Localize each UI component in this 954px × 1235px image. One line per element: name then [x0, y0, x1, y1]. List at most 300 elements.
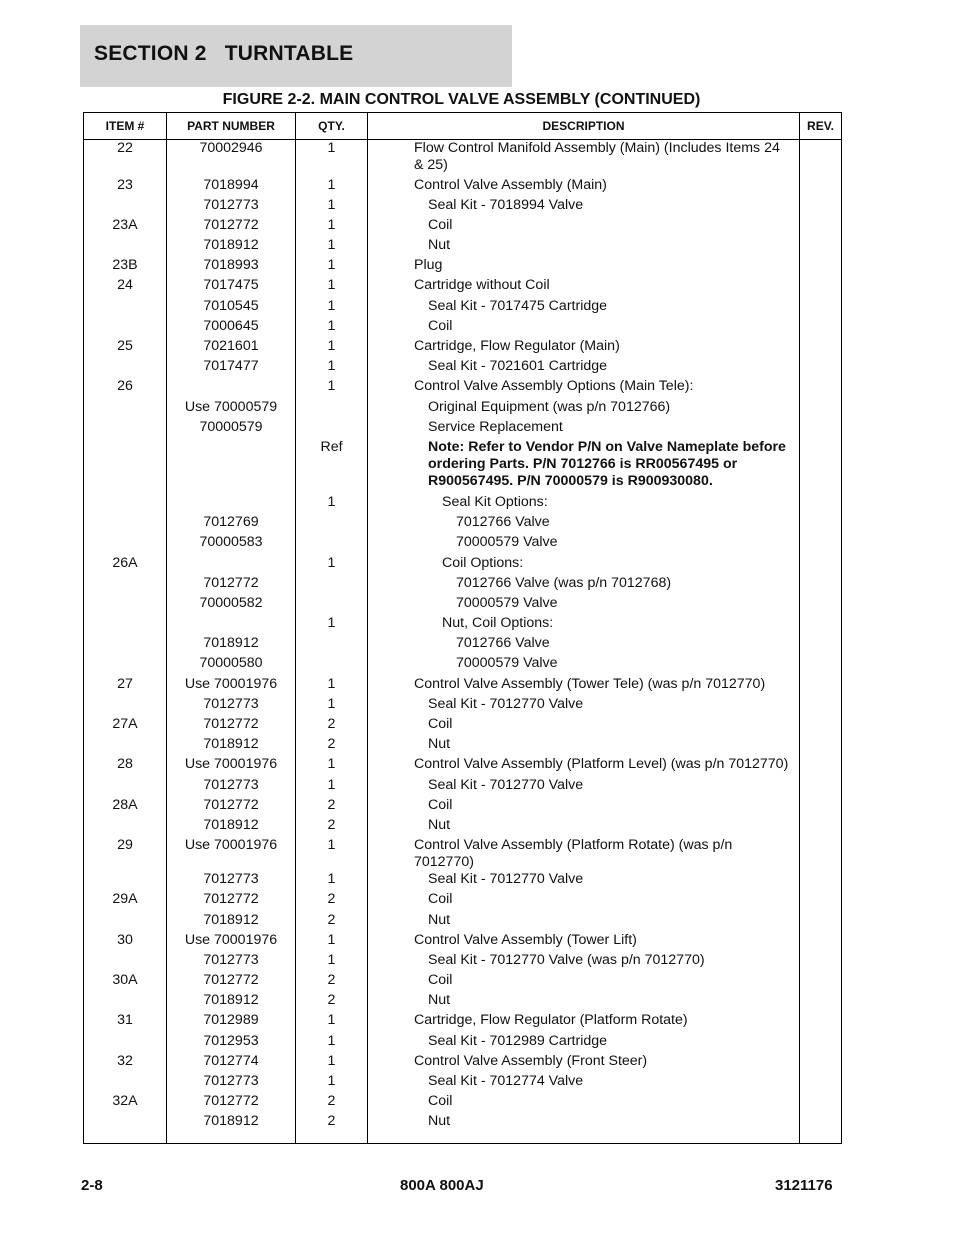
part-number-cell: 7017475: [167, 277, 296, 297]
rev-cell: [800, 1073, 842, 1093]
qty-cell: 1: [296, 932, 368, 952]
qty-cell: 1: [296, 177, 368, 197]
description-cell: [368, 736, 800, 756]
description-text: Control Valve Assembly (Tower Tele) (was p/n 7012770): [414, 675, 766, 692]
table-row: [84, 756, 842, 776]
item-cell: 28: [84, 756, 167, 776]
description-text: Nut: [428, 816, 451, 833]
description-text: Service Replacement: [428, 418, 563, 435]
description-text: 7012766 Valve: [456, 514, 550, 531]
part-number-cell: 70000583: [167, 534, 296, 554]
qty-cell: 1: [296, 277, 368, 297]
part-number-cell: 7012773: [167, 871, 296, 891]
qty-cell: 1: [296, 197, 368, 217]
part-number-cell: [167, 555, 296, 575]
table-row: [84, 696, 842, 716]
qty-cell: 2: [296, 891, 368, 911]
description-cell: [368, 871, 800, 891]
rev-cell: [800, 378, 842, 398]
item-cell: 27A: [84, 716, 167, 736]
description-cell: [368, 338, 800, 358]
qty-cell: 1: [296, 777, 368, 797]
item-cell: [84, 439, 167, 494]
description-cell: [368, 1093, 800, 1113]
table-row: [84, 298, 842, 318]
description-cell: [368, 277, 800, 297]
description-cell: [368, 237, 800, 257]
description-text: Coil: [428, 716, 453, 732]
part-number-cell: 7012989: [167, 1012, 296, 1032]
description-text: Control Valve Assembly (Tower Lift): [414, 931, 637, 948]
table-row: [84, 676, 842, 696]
part-number-cell: [167, 378, 296, 398]
item-cell: [84, 595, 167, 615]
item-cell: 25: [84, 338, 167, 358]
rev-cell: [800, 555, 842, 575]
description-cell: [368, 837, 800, 871]
table-row: [84, 140, 842, 177]
rev-cell: [800, 797, 842, 817]
rev-cell: [800, 595, 842, 615]
item-cell: [84, 635, 167, 655]
item-cell: [84, 912, 167, 932]
table-row: [84, 555, 842, 575]
description-cell: [368, 399, 800, 419]
qty-cell: 1: [296, 871, 368, 891]
qty-cell: 1: [296, 237, 368, 257]
rev-cell: [800, 439, 842, 494]
rev-cell: [800, 358, 842, 378]
qty-cell: 2: [296, 736, 368, 756]
item-cell: [84, 514, 167, 534]
rev-cell: [800, 257, 842, 277]
description-cell: [368, 217, 800, 237]
qty-cell: 2: [296, 797, 368, 817]
rev-cell: [800, 298, 842, 318]
table-row: [84, 217, 842, 237]
part-number-cell: 7012953: [167, 1033, 296, 1053]
description-cell: [368, 378, 800, 398]
qty-cell: 1: [296, 298, 368, 318]
item-cell: [84, 534, 167, 554]
rev-cell: [800, 912, 842, 932]
item-cell: 28A: [84, 797, 167, 817]
description-cell: [368, 534, 800, 554]
qty-cell: 2: [296, 1113, 368, 1133]
section-header: [80, 25, 512, 87]
table-row: [84, 419, 842, 439]
table-row: [84, 494, 842, 514]
description-cell: [368, 439, 800, 494]
section-title: SECTION 2 TURNTABLE: [94, 42, 354, 65]
part-number-cell: 7018993: [167, 257, 296, 277]
table-row: [84, 655, 842, 675]
description-cell: [368, 676, 800, 696]
rev-cell: [800, 871, 842, 891]
table-row: [84, 257, 842, 277]
description-text: Plug: [414, 257, 443, 274]
table-row: [84, 575, 842, 595]
qty-cell: [296, 595, 368, 615]
part-number-cell: Use 70001976: [167, 756, 296, 776]
table-row: [84, 177, 842, 197]
item-cell: [84, 871, 167, 891]
part-number-cell: 7012774: [167, 1053, 296, 1073]
description-text: Coil: [428, 317, 453, 334]
table-row: [84, 318, 842, 338]
part-number-cell: Use 70001976: [167, 676, 296, 696]
description-text: Nut: [428, 1113, 451, 1130]
item-cell: 29A: [84, 891, 167, 911]
item-cell: [84, 817, 167, 837]
table-row: [84, 635, 842, 655]
description-text: Coil: [428, 216, 453, 233]
part-number-cell: 7018912: [167, 912, 296, 932]
rev-cell: [800, 575, 842, 595]
table-row: [84, 797, 842, 817]
description-cell: [368, 197, 800, 217]
part-number-cell: [167, 615, 296, 635]
qty-cell: 1: [296, 338, 368, 358]
table-row: [84, 277, 842, 297]
description-cell: [368, 716, 800, 736]
qty-cell: 1: [296, 615, 368, 635]
part-number-cell: 7021601: [167, 338, 296, 358]
table-row: [84, 871, 842, 891]
description-cell: [368, 972, 800, 992]
qty-cell: 1: [296, 676, 368, 696]
item-cell: [84, 952, 167, 972]
qty-cell: 1: [296, 494, 368, 514]
footer-model: 800A 800AJ: [400, 1177, 484, 1194]
item-cell: [84, 1033, 167, 1053]
description-text: Seal Kit - 7021601 Cartridge: [428, 358, 608, 375]
rev-cell: [800, 177, 842, 197]
part-number-cell: 7018912: [167, 237, 296, 257]
description-cell: [368, 891, 800, 911]
part-number-cell: 7012772: [167, 1093, 296, 1113]
rev-cell: [800, 932, 842, 952]
item-cell: [84, 1073, 167, 1093]
parts-table: [83, 112, 842, 1144]
part-number-cell: [167, 439, 296, 494]
description-cell: [368, 797, 800, 817]
qty-cell: 1: [296, 140, 368, 177]
description-text: Cartridge, Flow Regulator (Platform Rotate): [414, 1012, 688, 1029]
rev-cell: [800, 777, 842, 797]
item-cell: 32A: [84, 1093, 167, 1113]
description-cell: [368, 777, 800, 797]
rev-cell: [800, 277, 842, 297]
table-row: [84, 932, 842, 952]
part-number-cell: 7012772: [167, 797, 296, 817]
rev-cell: [800, 1012, 842, 1032]
table-row: [84, 534, 842, 554]
part-number-cell: Use 70001976: [167, 837, 296, 871]
description-text: Seal Kit - 7017475 Cartridge: [428, 297, 608, 314]
item-cell: [84, 419, 167, 439]
rev-cell: [800, 338, 842, 358]
table-row: [84, 1012, 842, 1032]
table-row: [84, 399, 842, 419]
rev-cell: [800, 736, 842, 756]
item-cell: [84, 777, 167, 797]
table-row: [84, 1113, 842, 1133]
part-number-cell: 7018912: [167, 1113, 296, 1133]
description-text: Cartridge without Coil: [414, 277, 550, 294]
description-text: Seal Kit - 7012770 Valve: [428, 776, 584, 793]
description-text: Nut, Coil Options:: [442, 615, 554, 632]
table-row: [84, 615, 842, 635]
filler-cell: [296, 1134, 368, 1144]
part-number-cell: Use 70001976: [167, 932, 296, 952]
description-text: Nut: [428, 736, 451, 753]
description-text: Coil Options:: [442, 554, 524, 571]
description-cell: [368, 635, 800, 655]
rev-cell: [800, 756, 842, 776]
description-text: Control Valve Assembly (Platform Level) (was p/n 7012770): [414, 756, 789, 773]
rev-cell: [800, 615, 842, 635]
qty-cell: 2: [296, 912, 368, 932]
rev-cell: [800, 534, 842, 554]
qty-cell: [296, 655, 368, 675]
table-row: [84, 1053, 842, 1073]
part-number-cell: Use 70000579: [167, 399, 296, 419]
qty-cell: [296, 419, 368, 439]
rev-cell: [800, 817, 842, 837]
rev-cell: [800, 696, 842, 716]
table-row: [84, 197, 842, 217]
description-text: Seal Kit - 7018994 Valve: [428, 196, 584, 213]
description-text: Nut: [428, 992, 451, 1009]
rev-cell: [800, 635, 842, 655]
part-number-cell: 7010545: [167, 298, 296, 318]
description-cell: [368, 912, 800, 932]
qty-cell: 2: [296, 972, 368, 992]
description-text: 7012766 Valve: [456, 635, 550, 652]
footer-page-number: 2-8: [81, 1177, 103, 1194]
table-row: [84, 439, 842, 494]
part-number-cell: 7012772: [167, 217, 296, 237]
item-cell: [84, 318, 167, 338]
rev-cell: [800, 655, 842, 675]
description-text: Cartridge, Flow Regulator (Main): [414, 338, 620, 354]
description-text: Nut: [428, 911, 451, 928]
part-number-cell: 7012772: [167, 716, 296, 736]
part-number-cell: [167, 494, 296, 514]
item-cell: 29: [84, 837, 167, 871]
table-row: [84, 736, 842, 756]
part-number-cell: 7000645: [167, 318, 296, 338]
part-number-cell: 7017477: [167, 358, 296, 378]
qty-cell: 1: [296, 555, 368, 575]
part-number-cell: 7012772: [167, 972, 296, 992]
item-cell: 23B: [84, 257, 167, 277]
qty-cell: 1: [296, 1012, 368, 1032]
description-cell: [368, 696, 800, 716]
qty-cell: 1: [296, 756, 368, 776]
description-text: Control Valve Assembly (Front Steer): [414, 1052, 648, 1069]
header-qty: QTY.: [296, 113, 368, 140]
item-cell: 30A: [84, 972, 167, 992]
qty-cell: Ref: [296, 439, 368, 494]
description-cell: [368, 817, 800, 837]
qty-cell: 1: [296, 257, 368, 277]
table-row: [84, 952, 842, 972]
qty-cell: [296, 635, 368, 655]
description-cell: [368, 177, 800, 197]
qty-cell: 1: [296, 378, 368, 398]
description-cell: [368, 1113, 800, 1133]
table-filler-row: [84, 1134, 842, 1144]
description-text: Seal Kit Options:: [442, 493, 548, 510]
table-row: [84, 338, 842, 358]
rev-cell: [800, 716, 842, 736]
description-text: Seal Kit - 7012774 Valve: [428, 1073, 584, 1089]
description-cell: [368, 595, 800, 615]
description-cell: [368, 615, 800, 635]
part-number-cell: 7012773: [167, 952, 296, 972]
description-text: Coil: [428, 891, 453, 908]
description-text: Original Equipment (was p/n 7012766): [428, 398, 671, 415]
rev-cell: [800, 197, 842, 217]
filler-cell: [368, 1134, 800, 1144]
description-text: Seal Kit - 7012770 Valve: [428, 871, 584, 888]
description-text: Note: Refer to Vendor P/N on Valve Nameplate before ordering Parts. P/N 7012766 is RR00567495 or R900567495. P/N 70000579 is R900930080.: [428, 438, 786, 489]
rev-cell: [800, 514, 842, 534]
rev-cell: [800, 217, 842, 237]
qty-cell: 2: [296, 817, 368, 837]
item-cell: [84, 399, 167, 419]
item-cell: 24: [84, 277, 167, 297]
qty-cell: 1: [296, 1053, 368, 1073]
qty-cell: 2: [296, 716, 368, 736]
table-row: [84, 972, 842, 992]
description-cell: [368, 555, 800, 575]
qty-cell: 1: [296, 318, 368, 338]
table-row: [84, 514, 842, 534]
description-text: Control Valve Assembly Options (Main Tele):: [414, 378, 694, 395]
rev-cell: [800, 676, 842, 696]
item-cell: 31: [84, 1012, 167, 1032]
part-number-cell: 7018912: [167, 635, 296, 655]
part-number-cell: 7012773: [167, 696, 296, 716]
item-cell: 27: [84, 676, 167, 696]
rev-cell: [800, 399, 842, 419]
part-number-cell: 7018912: [167, 817, 296, 837]
table-row: [84, 1033, 842, 1053]
description-cell: [368, 318, 800, 338]
header-part-number: PART NUMBER: [167, 113, 296, 140]
item-cell: 26A: [84, 555, 167, 575]
rev-cell: [800, 318, 842, 338]
header-rev: REV.: [800, 113, 842, 140]
table-row: [84, 716, 842, 736]
qty-cell: 2: [296, 992, 368, 1012]
description-text: Seal Kit - 7012989 Cartridge: [428, 1032, 608, 1049]
filler-cell: [167, 1134, 296, 1144]
rev-cell: [800, 1033, 842, 1053]
part-number-cell: 7018912: [167, 992, 296, 1012]
item-cell: 26: [84, 378, 167, 398]
description-cell: [368, 1033, 800, 1053]
qty-cell: 1: [296, 217, 368, 237]
rev-cell: [800, 1053, 842, 1073]
description-text: 70000579 Valve: [456, 655, 558, 672]
table-row: [84, 992, 842, 1012]
item-cell: [84, 736, 167, 756]
part-number-cell: 70000582: [167, 595, 296, 615]
item-cell: [84, 237, 167, 257]
part-number-cell: 7012772: [167, 575, 296, 595]
table-row: [84, 237, 842, 257]
qty-cell: [296, 575, 368, 595]
item-cell: [84, 655, 167, 675]
description-cell: [368, 932, 800, 952]
description-text: Coil: [428, 796, 453, 813]
header-description: DESCRIPTION: [368, 113, 800, 140]
description-cell: [368, 1073, 800, 1093]
description-text: Flow Control Manifold Assembly (Main) (Includes Items 24 & 25): [414, 140, 780, 173]
rev-cell: [800, 140, 842, 177]
qty-cell: 2: [296, 1093, 368, 1113]
filler-cell: [84, 1134, 167, 1144]
item-cell: [84, 298, 167, 318]
table-row: [84, 912, 842, 932]
filler-cell: [800, 1134, 842, 1144]
table-row: [84, 837, 842, 871]
qty-cell: [296, 514, 368, 534]
item-cell: [84, 992, 167, 1012]
table-row: [84, 817, 842, 837]
item-cell: 30: [84, 932, 167, 952]
qty-cell: 1: [296, 952, 368, 972]
qty-cell: 1: [296, 1073, 368, 1093]
item-cell: [84, 696, 167, 716]
description-cell: [368, 655, 800, 675]
table-row: [84, 378, 842, 398]
description-cell: [368, 1053, 800, 1073]
part-number-cell: 70002946: [167, 140, 296, 177]
part-number-cell: 70000579: [167, 419, 296, 439]
figure-title: FIGURE 2-2. MAIN CONTROL VALVE ASSEMBLY (CONTINUED): [222, 91, 701, 108]
qty-cell: 1: [296, 358, 368, 378]
table-row: [84, 1093, 842, 1113]
item-cell: [84, 575, 167, 595]
qty-cell: 1: [296, 696, 368, 716]
description-cell: [368, 575, 800, 595]
description-text: Coil: [428, 972, 453, 989]
description-cell: [368, 298, 800, 318]
item-cell: [84, 197, 167, 217]
rev-cell: [800, 1093, 842, 1113]
part-number-cell: 7018912: [167, 736, 296, 756]
part-number-cell: 7012772: [167, 891, 296, 911]
rev-cell: [800, 952, 842, 972]
rev-cell: [800, 419, 842, 439]
description-text: Seal Kit - 7012770 Valve (was p/n 7012770): [428, 951, 705, 968]
part-number-cell: 7012773: [167, 777, 296, 797]
footer-doc-number: 3121176: [775, 1177, 833, 1194]
part-number-cell: 7012773: [167, 1073, 296, 1093]
rev-cell: [800, 237, 842, 257]
item-cell: [84, 494, 167, 514]
rev-cell: [800, 1113, 842, 1133]
table-row: [84, 595, 842, 615]
description-text: Coil: [428, 1093, 453, 1110]
header-item: ITEM #: [84, 113, 167, 140]
item-cell: 23: [84, 177, 167, 197]
